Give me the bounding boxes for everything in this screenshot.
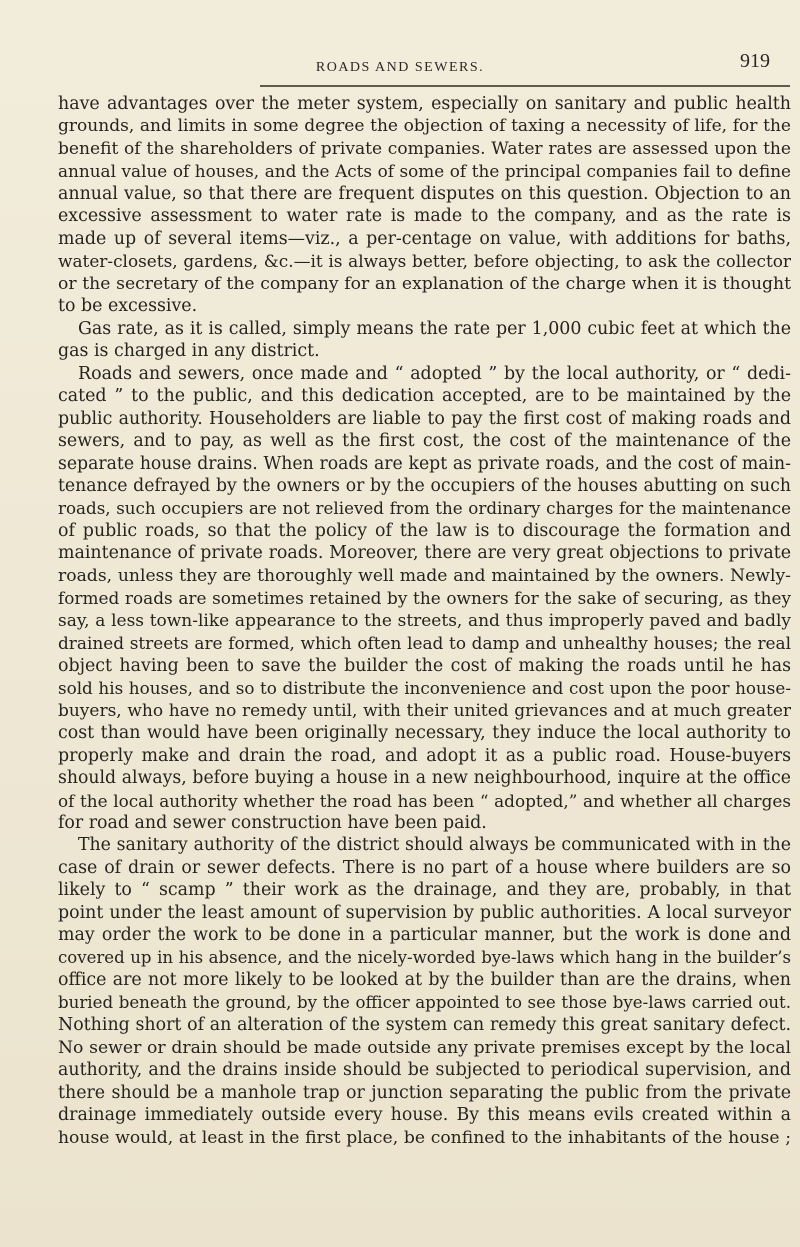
text-line: likely to “ scamp ” their work as the drainage, and they are, probably, in that [58,880,791,901]
text-line: formed roads are sometimes retained by the owners for the sake of securing, as they [58,588,791,609]
text-line: cated ” to the public, and this dedication accepted, are to be maintained by the [58,386,791,407]
text-line: house would, at least in the first place, be confined to the inhabitants of the house ; [58,1127,791,1148]
text-line: may order the work to be done in a particular manner, but the work is done and [58,925,791,946]
text-line: made up of several items—viz., a per-centage on value, with additions for baths, [58,228,791,249]
text-line: of the local authority whether the road has been “ adopted,” and whether all charges [58,790,791,811]
text-line: Nothing short of an alteration of the system can remedy this great sanitary defect. [58,1015,791,1036]
text-line: to be excessive. [58,296,198,317]
text-line: point under the least amount of supervision by public authorities. A local surveyor [58,902,791,923]
body-text [58,93,791,1149]
text-line: roads, such occupiers are not relieved from the ordinary charges for the maintenance [58,498,791,519]
page-number: 919 [740,50,770,72]
text-line: sold his houses, and so to distribute the inconvenience and cost upon the poor house- [58,678,791,699]
text-line: authority, and the drains inside should be subjected to periodical supervision, and [58,1060,791,1081]
text-line: office are not more likely to be looked at by the builder than are the drains, when [58,970,791,991]
text-line: buried beneath the ground, by the officer appointed to see those bye-laws carried out. [58,992,791,1012]
text-line: roads, unless they are thoroughly well made and maintained by the owners. Newly- [58,565,791,586]
text-line: tenance defrayed by the owners or by the occupiers of the houses abutting on such [58,475,791,496]
text-line: excessive assessment to water rate is made to the company, and as the rate is [58,206,791,227]
text-line: Roads and sewers, once made and “ adopted ” by the local authority, or “ dedi- [78,363,791,384]
text-line: maintenance of private roads. Moreover, there are very great objections to private [58,543,791,564]
header-rule [260,85,790,87]
text-line: gas is charged in any district. [58,341,320,362]
text-line: No sewer or drain should be made outside any private premises except by the local [58,1037,791,1058]
text-line: or the secretary of the company for an explanation of the charge when it is thought [58,273,791,294]
text-line: sewers, and to pay, as well as the first cost, the cost of the maintenance of the [58,431,791,452]
text-line: say, a less town-like appearance to the streets, and thus improperly paved and badly [58,610,791,631]
text-line: cost than would have been originally necessary, they induce the local authority to [58,723,791,744]
text-line: buyers, who have no remedy until, with their united grievances and at much greater [58,700,791,721]
text-line: Gas rate, as it is called, simply means the rate per 1,000 cubic feet at which the [78,318,791,339]
text-line: drained streets are formed, which often lead to damp and unhealthy houses; the real [58,633,791,654]
text-line: grounds, and limits in some degree the objection of taxing a necessity of life, for the [58,116,791,137]
text-line: water-closets, gardens, &c.—it is always better, before objecting, to ask the collector [58,251,791,272]
running-head: ROADS AND SEWERS. [315,60,485,75]
text-line: have advantages over the meter system, especially on sanitary and public health [58,94,791,114]
text-line: covered up in his absence, and the nicely-worded bye-laws which hang in the builder’s [58,947,791,967]
text-line: should always, before buying a house in a new neighbourhood, inquire at the office [58,768,791,789]
text-line: there should be a manhole trap or junction separating the public from the private [58,1082,791,1103]
text-line: public authority. Householders are liable to pay the first cost of making roads and [58,408,791,429]
text-line: for road and sewer construction have been paid. [58,813,487,833]
text-line: case of drain or sewer defects. There is no part of a house where builders are so [58,857,791,878]
text-line: of public roads, so that the policy of the law is to discourage the formation and [58,520,791,541]
text-line: The sanitary authority of the district should always be communicated with in the [78,835,791,856]
text-line: object having been to save the builder the cost of making the roads until he has [58,655,791,676]
text-line: separate house drains. When roads are kept as private roads, and the cost of main- [58,453,791,474]
text-line: drainage immediately outside every house. By this means evils created within a [58,1105,791,1126]
text-line: annual value, so that there are frequent disputes on this question. Objection to an [58,183,791,204]
text-line: benefit of the shareholders of private companies. Water rates are assessed upon the [58,138,791,159]
text-line: properly make and drain the road, and adopt it as a public road. House-buyers [58,745,791,766]
text-line: annual value of houses, and the Acts of some of the principal companies fail to define [58,161,791,182]
